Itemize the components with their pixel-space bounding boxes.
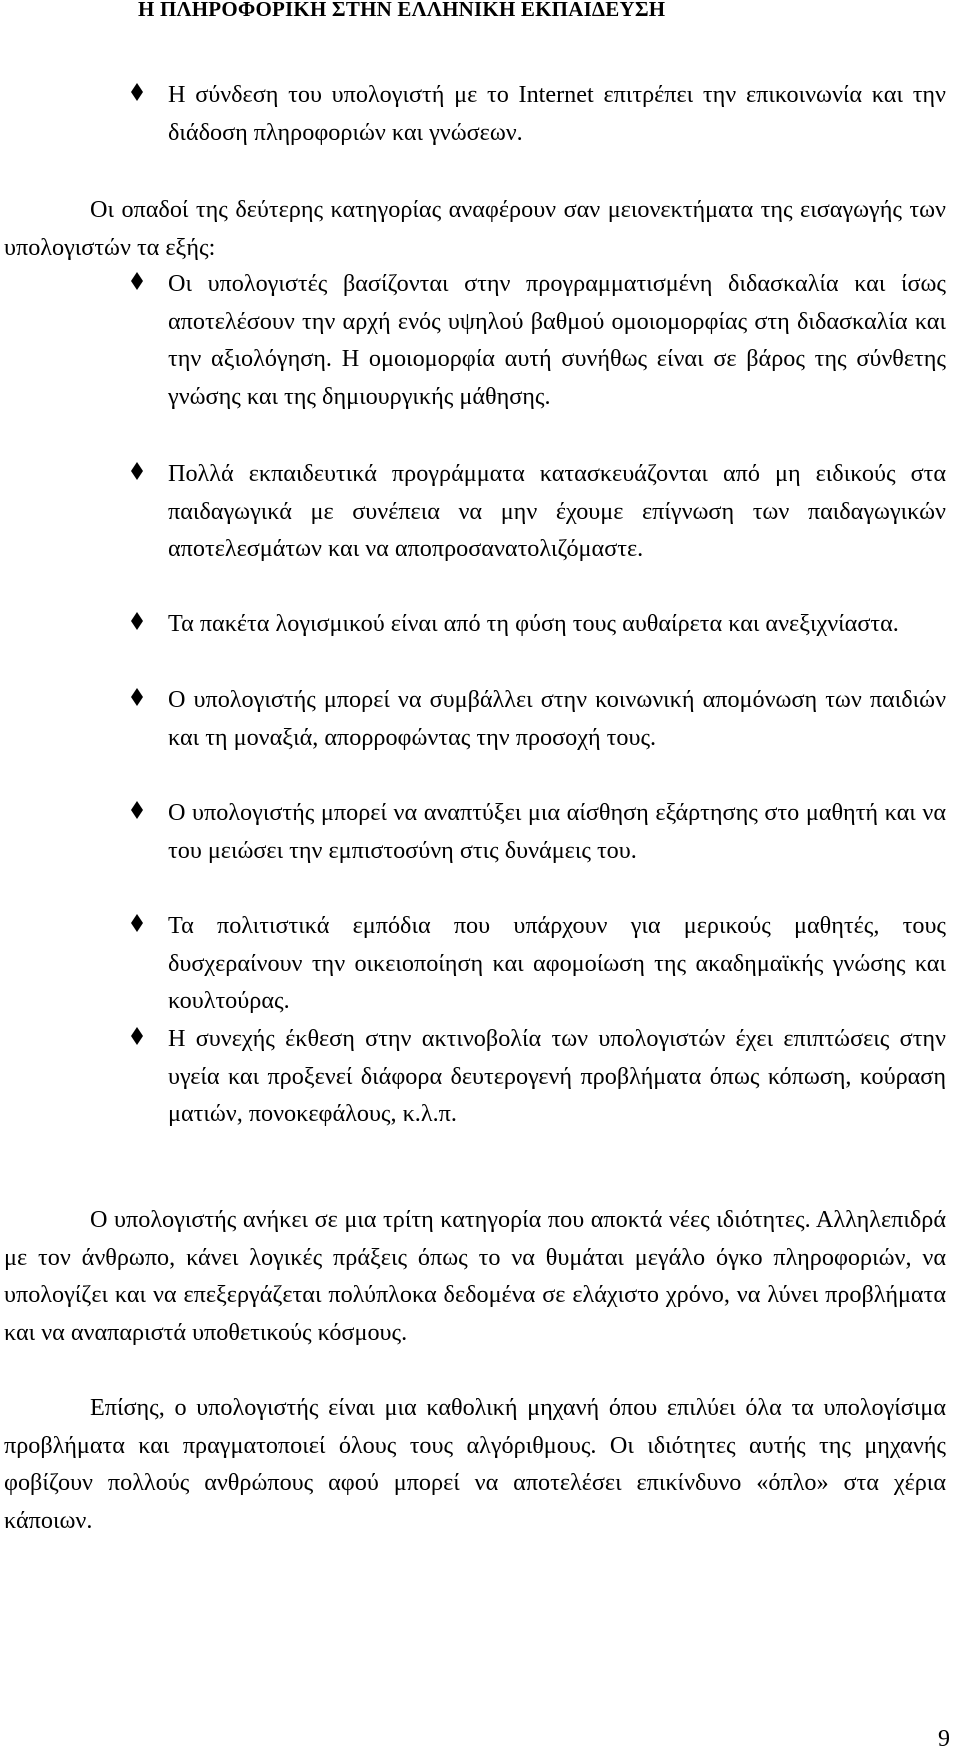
diamond-bullet-icon bbox=[130, 913, 144, 933]
list-item-text: Η συνεχής έκθεση στην ακτινοβολία των υπολογιστών έχει επιπτώσεις στην υγεία και προξενεί διάφορα δευτερογενή προβλήματα όπως κόπωση, κούραση ματιών, πονοκεφάλους, κ.λ.π. bbox=[168, 1025, 946, 1128]
paragraph-intro: Οι οπαδοί της δεύτερης κατηγορίας αναφέρουν σαν μειονεκτήματα της εισαγωγής των υπολογιστών τα εξής: bbox=[4, 196, 946, 261]
list-item bbox=[140, 455, 946, 568]
list-item-text: Ο υπολογιστής μπορεί να συμβάλλει στην κοινωνική απομόνωση των παιδιών και τη μοναξιά, απορροφώντας την προσοχή τους. bbox=[168, 686, 946, 751]
list-item-text: Τα πακέτα λογισμικού είναι από τη φύση τους αυθαίρετα και ανεξιχνίαστα. bbox=[168, 610, 899, 637]
list-item-text: Η σύνδεση του υπολογιστή με το Internet επιτρέπει την επικοινωνία και την διάδοση πληροφοριών και γνώσεων. bbox=[168, 81, 946, 146]
diamond-bullet-icon bbox=[130, 800, 144, 820]
list-item bbox=[140, 1020, 946, 1133]
paragraph-third-category: Ο υπολογιστής ανήκει σε μια τρίτη κατηγορία που αποκτά νέες ιδιότητες. Αλληλεπιδρά με τον άνθρωπο, κάνει λογικές πράξεις όπως το να θυμάται μεγάλο όγκο πληροφοριών, να υπολογίζει και να επεξεργάζεται πολύπλοκα δεδομένα σε ελάχιστο χρόνο, να λύνει προβλήματα και να αναπαριστά υποθετικούς κόσμους. bbox=[4, 1206, 946, 1347]
diamond-bullet-icon bbox=[130, 461, 144, 481]
diamond-bullet-icon bbox=[130, 611, 144, 631]
list-item-text: Ο υπολογιστής μπορεί να αναπτύξει μια αίσθηση εξάρτησης στο μαθητή και να του μειώσει την εμπιστοσύνη στις δυνάμεις του. bbox=[168, 799, 946, 864]
list-item bbox=[140, 907, 946, 1020]
list-item-text: Πολλά εκπαιδευτικά προγράμματα κατασκευάζονται από μη ειδικούς στα παιδαγωγικά με συνέπεια να μην έχουμε επίγνωση των παιδαγωγικών αποτελεσμάτων και να αποπροσανατολιζόμαστε. bbox=[168, 460, 946, 563]
diamond-bullet-icon bbox=[130, 82, 144, 102]
paragraph-universal-machine: Επίσης, ο υπολογιστής είναι μια καθολική μηχανή όπου επιλύει όλα τα υπολογίσιμα προβλήματα και πραγματοποιεί όλους τους αλγόριθμους. Οι ιδιότητες αυτής της μηχανής φοβίζουν πολλούς ανθρώπους αφού μπορεί να αποτελέσει επικίνδυνο «όπλο» στα χέρια κάποιων. bbox=[4, 1394, 946, 1535]
list-item-text: Οι υπολογιστές βασίζονται στην προγραμματισμένη διδασκαλία και ίσως αποτελέσουν την αρχή ενός υψηλού βαθμού ομοιομορφίας στη διδασκαλία και την αξιολόγηση. Η ομοιομορφία αυτή συνήθως είναι σε βάρος της σύνθετης γνώσης και της δημιουργικής μάθησης. bbox=[168, 270, 946, 411]
list-item bbox=[140, 681, 946, 756]
page-number: 9 bbox=[938, 1726, 950, 1752]
diamond-bullet-icon bbox=[130, 1026, 144, 1046]
list-item bbox=[140, 76, 946, 151]
running-header: Η ΠΛΗΡΟΦΟΡΙΚΗ ΣΤΗΝ ΕΛΛΗΝΙΚΗ ΕΚΠΑΙΔΕΥΣΗ bbox=[138, 0, 666, 21]
list-item bbox=[140, 794, 946, 869]
diamond-bullet-icon bbox=[130, 271, 144, 291]
diamond-bullet-icon bbox=[130, 687, 144, 707]
list-item bbox=[140, 605, 946, 643]
list-item-text: Τα πολιτιστικά εμπόδια που υπάρχουν για μερικούς μαθητές, τους δυσχεραίνουν την οικειοποίηση και αφομοίωση της ακαδημαϊκής γνώσης και κουλτούρας. bbox=[168, 912, 946, 1015]
list-item bbox=[140, 265, 946, 416]
